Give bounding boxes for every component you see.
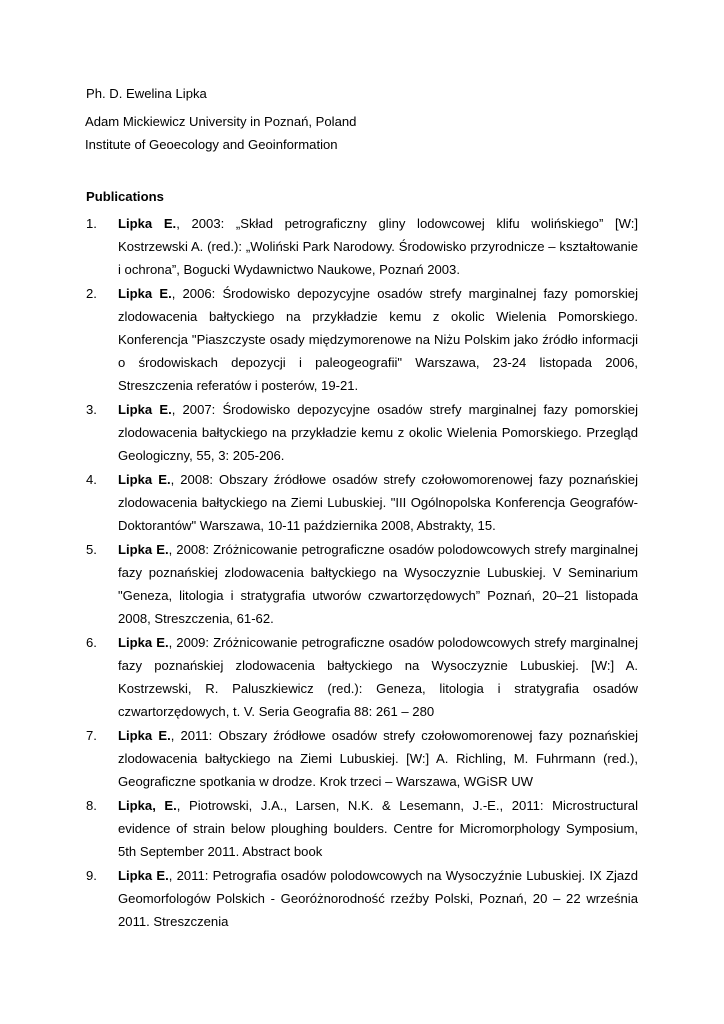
publication-number: 6. bbox=[86, 635, 97, 650]
affiliation-university: Adam Mickiewicz University in Poznań, Poland bbox=[85, 114, 357, 129]
publication-number: 4. bbox=[86, 472, 97, 487]
author-name: Ph. D. Ewelina Lipka bbox=[86, 86, 207, 101]
publication-number: 5. bbox=[86, 542, 97, 557]
publication-number: 7. bbox=[86, 728, 97, 743]
publication-text: , 2003: „Skład petrograficzny gliny lodowcowej klifu wolińskiego” [W:] Kostrzewski A. (red.): „Woliński Park Narodowy. Środowisko przyrodnicze – kształtowanie i ochrona”, Bogucki Wydawnictwo Naukowe, Poznań 2003. bbox=[118, 216, 638, 277]
publication-number: 8. bbox=[86, 798, 97, 813]
publication-item bbox=[0, 468, 638, 537]
publication-author: Lipka E. bbox=[118, 472, 171, 487]
publication-author: Lipka E. bbox=[118, 542, 169, 557]
publication-item bbox=[0, 864, 638, 933]
publication-citation bbox=[118, 794, 638, 863]
publication-text: , 2011: Petrografia osadów polodowcowych na Wysoczyźnie Lubuskiej. IX Zjazd Geomorfologów Polskich - Georóżnorodność rzeźby Polski, Poznań, 20 – 22 września 2011. Streszczenia bbox=[118, 868, 638, 929]
publication-citation bbox=[118, 864, 638, 933]
publication-author: Lipka, E. bbox=[118, 798, 177, 813]
publication-text: , 2007: Środowisko depozycyjne osadów strefy marginalnej fazy pomorskiej zlodowacenia bałtyckiego na przykładzie kemu z okolic Wielenia Pomorskiego. Przegląd Geologiczny, 55, 3: 205-206. bbox=[118, 402, 638, 463]
publication-number: 1. bbox=[86, 216, 97, 231]
publication-text: , 2006: Środowisko depozycyjne osadów strefy marginalnej fazy pomorskiej zlodowacenia bałtyckiego na przykładzie kemu z okolic Wielenia Pomorskiego. Konferencja "Piaszczyste osady międzymorenowe na Niżu Polskim jako źródło informacji o środowiskach depozycji i paleogeografii" Warszawa, 23-24 listopada 2006, Streszczenia referatów i posterów, 19-21. bbox=[118, 286, 638, 393]
publication-item bbox=[0, 538, 638, 630]
publication-citation bbox=[118, 468, 638, 537]
publication-citation bbox=[118, 212, 638, 281]
publication-number: 9. bbox=[86, 868, 97, 883]
publication-author: Lipka E. bbox=[118, 402, 172, 417]
publication-list bbox=[0, 212, 724, 934]
publication-item bbox=[0, 631, 638, 723]
publication-text: , 2011: Obszary źródłowe osadów strefy czołowomorenowej fazy poznańskiej zlodowacenia bałtyckiego na Ziemi Lubuskiej. [W:] A. Richling, M. Fuhrmann (red.), Geograficzne spotkania w drodze. Krok trzeci – Warszawa, WGiSR UW bbox=[118, 728, 638, 789]
publication-item bbox=[0, 794, 638, 863]
publication-citation bbox=[118, 724, 638, 793]
publication-number: 2. bbox=[86, 286, 97, 301]
publication-item bbox=[0, 212, 638, 281]
publication-author: Lipka E. bbox=[118, 635, 169, 650]
affiliation-institute: Institute of Geoecology and Geoinformation bbox=[85, 137, 338, 152]
publication-item bbox=[0, 398, 638, 467]
publication-citation bbox=[118, 538, 638, 630]
publication-item bbox=[0, 282, 638, 397]
publication-item bbox=[0, 724, 638, 793]
publication-text: , Piotrowski, J.A., Larsen, N.K. & Lesemann, J.-E., 2011: Microstructural evidence of strain below ploughing boulders. Centre for Micromorphology Symposium, 5th September 2011. Abstract book bbox=[118, 798, 638, 859]
publication-author: Lipka E. bbox=[118, 286, 172, 301]
publication-citation bbox=[118, 282, 638, 397]
section-title-publications: Publications bbox=[86, 189, 164, 204]
publication-author: Lipka E. bbox=[118, 868, 169, 883]
publication-author: Lipka E. bbox=[118, 728, 171, 743]
publication-text: , 2008: Zróżnicowanie petrograficzne osadów polodowcowych strefy marginalnej fazy poznańskiej zlodowacenia bałtyckiego na Wysoczyznie Lubuskiej. V Seminarium "Geneza, litologia i stratygrafia utworów czwartorzędowych” Poznań, 20–21 listopada 2008, Streszczenia, 61-62. bbox=[118, 542, 638, 626]
publication-citation bbox=[118, 631, 638, 723]
publication-text: , 2009: Zróżnicowanie petrograficzne osadów polodowcowych strefy marginalnej fazy poznańskiej zlodowacenia bałtyckiego na Wysoczyznie Lubuskiej. [W:] A. Kostrzewski, R. Paluszkiewicz (red.): Geneza, litologia i stratygrafia osadów czwartorzędowych, t. V. Seria Geografia 88: 261 – 280 bbox=[118, 635, 638, 719]
publication-number: 3. bbox=[86, 402, 97, 417]
publication-citation bbox=[118, 398, 638, 467]
publication-text: , 2008: Obszary źródłowe osadów strefy czołowomorenowej fazy poznańskiej zlodowacenia bałtyckiego na Ziemi Lubuskiej. "III Ogólnopolska Konferencja Geografów-Doktorantów" Warszawa, 10-11 października 2008, Abstrakty, 15. bbox=[118, 472, 638, 533]
publication-author: Lipka E. bbox=[118, 216, 177, 231]
